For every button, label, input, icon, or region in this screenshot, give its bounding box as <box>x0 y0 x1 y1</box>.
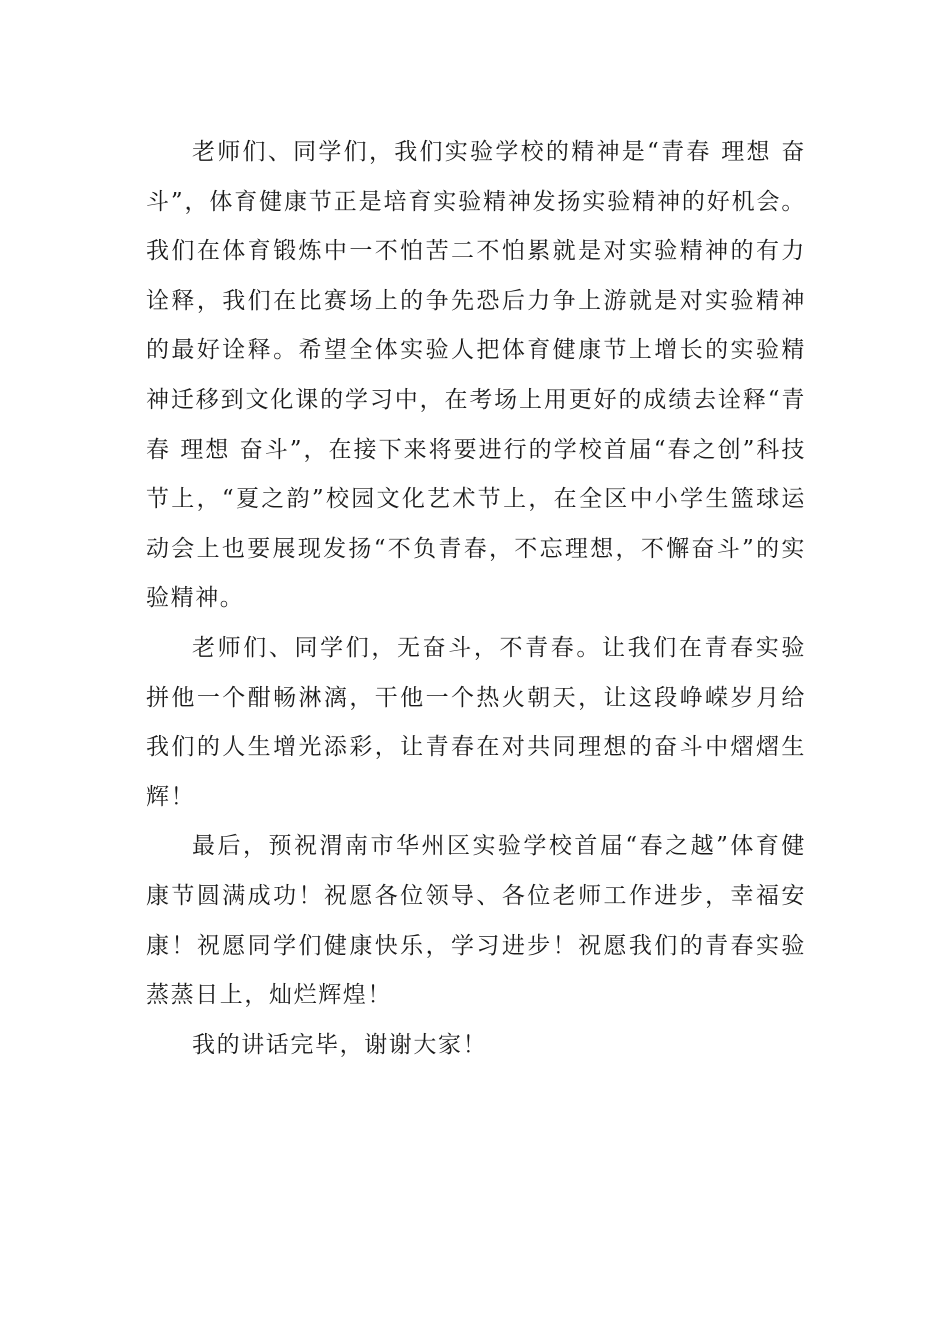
paragraph-closing: 我的讲话完毕，谢谢大家！ <box>192 1031 488 1058</box>
paragraph-no-struggle-no-youth: 老师们、同学们，无奋斗，不青春。让我们在青春实验拼他一个酣畅淋漓，干他一个热火朝天，让这段峥嵘岁月给我们的人生增光添彩，让青春在对共同理想的奋斗中熠熠生辉！ <box>146 634 806 810</box>
paragraph-spirit: 老师们、同学们，我们实验学校的精神是“青春 理想 奋斗”，体育健康节正是培育实验精神发扬实验精神的好机会。我们在体育锻炼中一不怕苦二不怕累就是对实验精神的有力诠释，我们在比赛场上的争先恐后力争上游就是对实验精神的最好诠释。希望全体实验人把体育健康节上增长的实验精神迁移到文化课的学习中，在考场上用更好的成绩去诠释“青春 理想 奋斗”，在接下来将要进行的学校首届“春之创”科技节上，“夏之韵”校园文化艺术节上，在全区中小学生篮球运动会上也要展现发扬“不负青春，不忘理想，不懈奋斗”的实验精神。 <box>146 139 806 612</box>
speech-body <box>146 128 806 1070</box>
paragraph-wishes: 最后，预祝渭南市华州区实验学校首届“春之越”体育健康节圆满成功！祝愿各位领导、各位老师工作进步，幸福安康！祝愿同学们健康快乐，学习进步！祝愿我们的青春实验蒸蒸日上，灿烂辉煌！ <box>146 833 806 1009</box>
